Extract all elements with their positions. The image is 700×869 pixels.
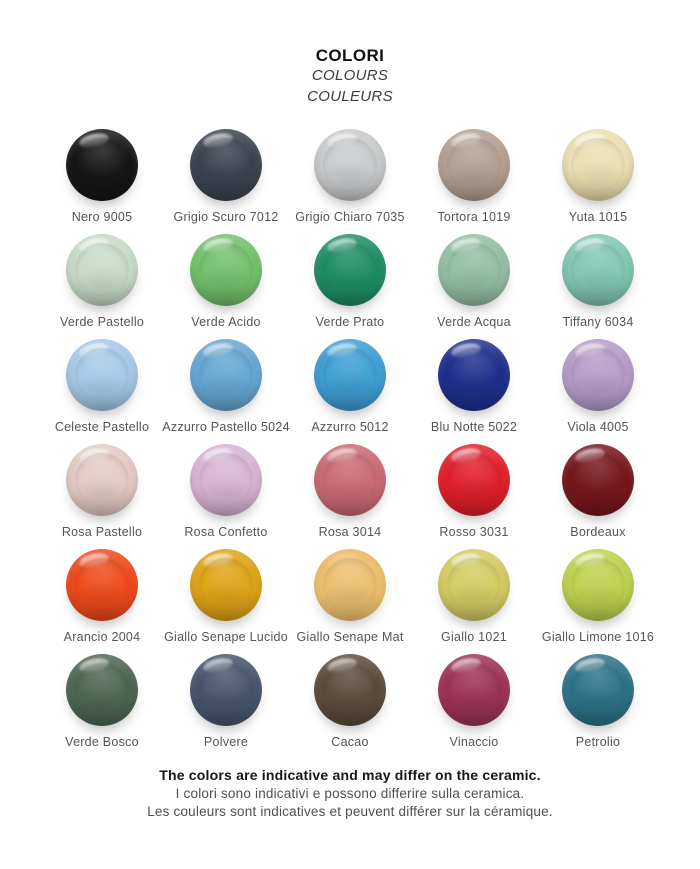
page-subtitle-en: COLOURS [311, 67, 389, 84]
color-swatch [438, 444, 510, 516]
color-swatch [314, 444, 386, 516]
color-palette-grid [30, 129, 670, 749]
color-swatch [438, 654, 510, 726]
color-swatch-cell [40, 129, 164, 224]
color-swatch-label: Grigio Scuro 7012 [173, 210, 279, 225]
color-swatch-label: Blu Notte 5022 [430, 420, 518, 435]
color-swatch-label: Verde Bosco [65, 735, 139, 750]
color-swatch-label: Celeste Pastello [54, 420, 150, 435]
color-swatch-cell [536, 129, 660, 224]
color-swatch-label: Verde Prato [315, 315, 385, 330]
color-swatch-cell [40, 234, 164, 329]
palette-row [30, 549, 670, 644]
color-swatch-cell [412, 654, 536, 749]
palette-row [30, 234, 670, 329]
color-swatch-label: Tiffany 6034 [562, 315, 634, 330]
color-swatch-label: Vinaccio [449, 735, 499, 750]
color-swatch-label: Rosa 3014 [318, 525, 382, 540]
color-swatch [314, 339, 386, 411]
color-swatch-label: Nero 9005 [71, 210, 133, 225]
color-swatch-cell [536, 339, 660, 434]
color-swatch-label: Cacao [331, 735, 369, 750]
color-swatch [190, 129, 262, 201]
color-swatch-cell [164, 654, 288, 749]
color-swatch-cell [288, 234, 412, 329]
color-swatch-label: Giallo Limone 1016 [541, 630, 655, 645]
color-swatch [438, 129, 510, 201]
color-swatch-label: Yuta 1015 [568, 210, 628, 225]
color-swatch-cell [536, 654, 660, 749]
color-swatch-cell [40, 654, 164, 749]
color-swatch-label: Verde Pastello [59, 315, 145, 330]
color-swatch-cell [164, 444, 288, 539]
color-swatch-label: Arancio 2004 [63, 630, 141, 645]
color-swatch-cell [412, 444, 536, 539]
footer-note-en: The colors are indicative and may differ on the ceramic. [159, 767, 541, 784]
color-swatch [66, 339, 138, 411]
color-swatch [314, 234, 386, 306]
color-swatch-cell [536, 549, 660, 644]
color-swatch-cell [412, 129, 536, 224]
palette-row [30, 444, 670, 539]
color-swatch-cell [412, 549, 536, 644]
footer-note-it: I colori sono indicativi e possono differire sulla ceramica. [175, 785, 525, 801]
color-swatch [66, 129, 138, 201]
color-swatch [562, 654, 634, 726]
color-swatch [562, 339, 634, 411]
color-swatch-label: Bordeaux [570, 525, 626, 540]
color-swatch-label: Tortora 1019 [437, 210, 511, 225]
palette-row [30, 654, 670, 749]
color-swatch [66, 444, 138, 516]
color-swatch-cell [536, 234, 660, 329]
color-swatch-cell [40, 549, 164, 644]
color-swatch [314, 129, 386, 201]
color-swatch-label: Viola 4005 [567, 420, 629, 435]
color-swatch [314, 654, 386, 726]
color-swatch-cell [164, 549, 288, 644]
color-swatch [314, 549, 386, 621]
color-swatch-label: Grigio Chiaro 7035 [295, 210, 405, 225]
page-title: COLORI [315, 46, 385, 65]
color-swatch-cell [412, 234, 536, 329]
color-swatch [190, 654, 262, 726]
color-swatch [438, 339, 510, 411]
color-swatch [562, 444, 634, 516]
color-swatch-label: Petrolio [575, 735, 621, 750]
page-footer [0, 766, 700, 820]
palette-row [30, 129, 670, 224]
color-swatch-cell [536, 444, 660, 539]
color-swatch-cell [288, 444, 412, 539]
color-swatch-cell [288, 339, 412, 434]
color-swatch [66, 549, 138, 621]
page-header [0, 0, 700, 107]
page-subtitle-fr: COULEURS [307, 87, 393, 105]
color-swatch-label: Azzurro Pastello 5024 [162, 420, 290, 435]
color-swatch [190, 234, 262, 306]
color-swatch-cell [412, 339, 536, 434]
color-swatch [438, 234, 510, 306]
color-swatch-cell [288, 549, 412, 644]
color-swatch-label: Azzurro 5012 [311, 420, 389, 435]
color-swatch-cell [164, 234, 288, 329]
color-swatch-label: Polvere [203, 735, 249, 750]
color-swatch-cell [288, 129, 412, 224]
color-swatch [190, 444, 262, 516]
color-swatch-label: Verde Acido [191, 315, 261, 330]
color-swatch [562, 549, 634, 621]
color-swatch [190, 549, 262, 621]
color-swatch-cell [40, 339, 164, 434]
color-swatch-label: Giallo Senape Mat [296, 630, 404, 645]
color-swatch [190, 339, 262, 411]
color-swatch-label: Giallo Senape Lucido [164, 630, 288, 645]
color-swatch-label: Giallo 1021 [441, 630, 507, 645]
palette-row [30, 339, 670, 434]
color-swatch-cell [164, 129, 288, 224]
color-swatch-label: Rosa Confetto [184, 525, 268, 540]
color-swatch-label: Rosa Pastello [61, 525, 143, 540]
color-swatch [66, 234, 138, 306]
color-swatch [66, 654, 138, 726]
color-swatch-label: Verde Acqua [437, 315, 511, 330]
color-swatch-cell [40, 444, 164, 539]
color-swatch [562, 234, 634, 306]
color-swatch-cell [288, 654, 412, 749]
color-swatch-label: Rosso 3031 [439, 525, 509, 540]
color-swatch-cell [164, 339, 288, 434]
color-swatch [562, 129, 634, 201]
color-swatch [438, 549, 510, 621]
footer-note-fr: Les couleurs sont indicatives et peuvent différer sur la céramique. [147, 803, 553, 819]
